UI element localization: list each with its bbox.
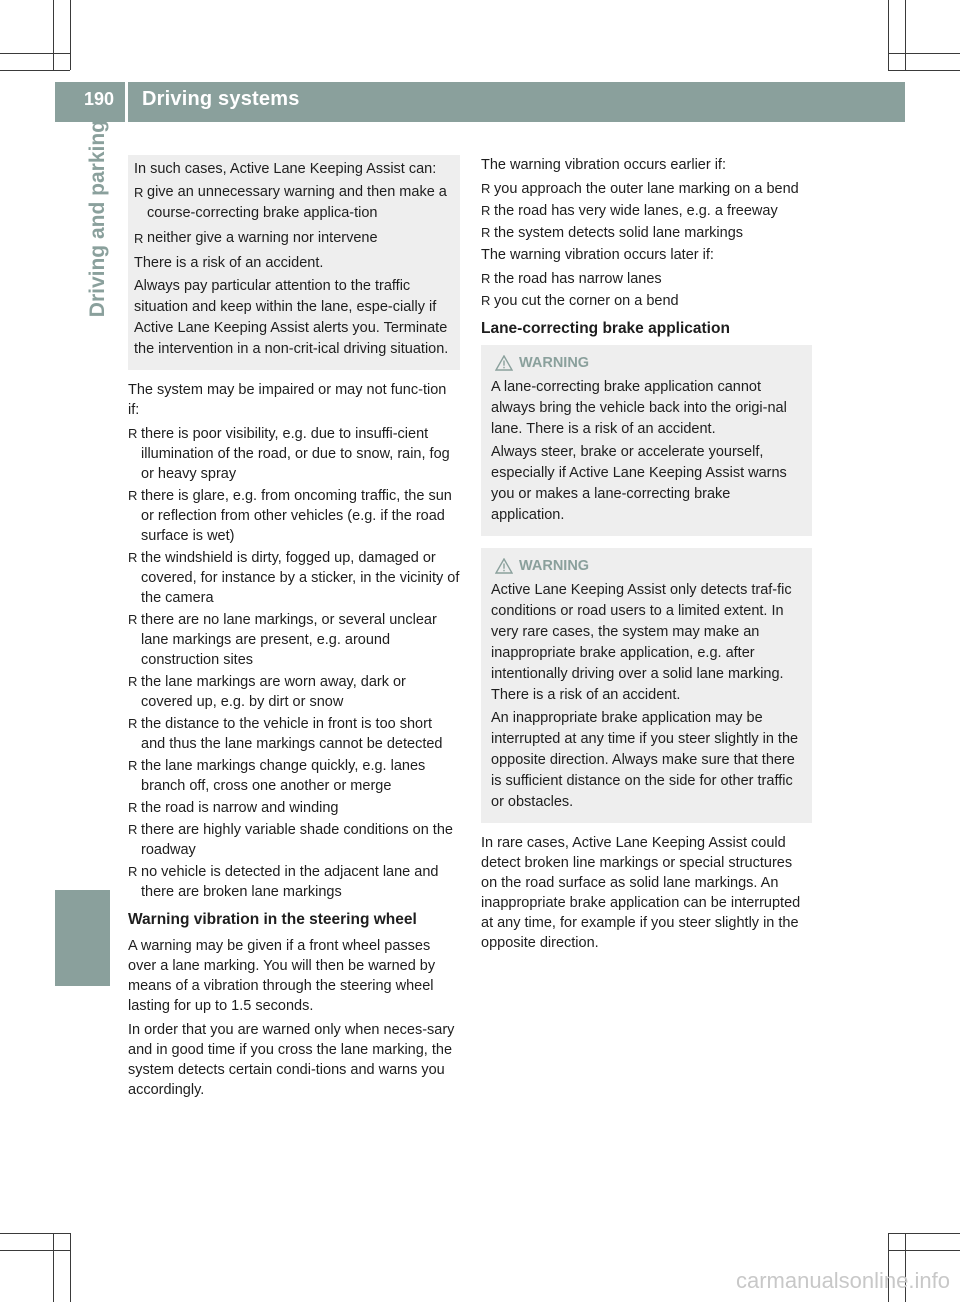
box-advice: Always pay particular attention to the traffic situation and keep within the lane, espe-cially if Active Lane Keeping Assist alerts you. Terminate the intervention in a non-crit-ical driving situation. (134, 278, 449, 357)
bullet-icon: R (134, 185, 144, 200)
section-tab-label: Driving and parking (86, 120, 109, 318)
bullet-icon: R (128, 426, 138, 441)
list-item: R the system detects solid lane markings (481, 225, 744, 241)
bullet-icon: R (481, 225, 491, 240)
right-column (481, 155, 812, 957)
body-paragraph: In order that you are warned only when neces-sary and in good time if you cross the lane marking, the system detects certain condi-tions and warns you accordingly. (128, 1022, 455, 1098)
left-column (128, 155, 460, 1104)
section-marker (55, 890, 110, 986)
list-item: R no vehicle is detected in the adjacent lane and there are broken lane markings (128, 864, 439, 900)
page-title: Driving systems (142, 88, 300, 110)
warning-text: Active Lane Keeping Assist only detects traf-fic conditions or road users to a limited extent. In very rare cases, the system may make an inappropriate brake application, e.g. after intentionally driving over a solid lane marking. There is a risk of an accident. (491, 582, 792, 703)
warning-label: WARNING (519, 558, 590, 574)
bullet-icon: R (128, 674, 138, 689)
crop-mark (70, 0, 71, 70)
warning-box (481, 548, 812, 823)
box-risk: There is a risk of an accident. (134, 255, 324, 271)
impaired-list (128, 424, 460, 902)
bullet-icon: R (128, 800, 138, 815)
bullet-icon: R (134, 231, 144, 246)
list-item: R there is poor visibility, e.g. due to insuffi-cient illumination of the road, or due to snow, rain, fog or heavy spray (128, 426, 450, 482)
warning-text: Always steer, brake or accelerate yourself, especially if Active Lane Keeping Assist warns you or makes a lane-correcting brake application. (491, 444, 787, 523)
closing-paragraph: In rare cases, Active Lane Keeping Assist could detect broken line markings or special structures on the road surface as solid lane markings. An inappropriate brake application can be interrupted at any time, for example if you steer slightly in the opposite direction. (481, 835, 801, 951)
list-item: R give an unnecessary warning and then make a course-correcting brake applica-tion (134, 184, 447, 221)
crop-mark (888, 1250, 960, 1251)
warning-triangle-icon (495, 558, 513, 574)
crop-mark (70, 1233, 71, 1302)
list-item: R you cut the corner on a bend (481, 293, 679, 309)
crop-mark (888, 53, 960, 54)
earlier-list (481, 179, 812, 243)
list-item: R there are highly variable shade conditions on the roadway (128, 822, 453, 858)
bullet-icon: R (481, 181, 491, 196)
list-item: R the road is narrow and winding (128, 800, 339, 816)
list-item: R the distance to the vehicle in front is too short and thus the lane markings cannot be detected (128, 716, 443, 752)
list-item: R you approach the outer lane marking on a bend (481, 181, 799, 197)
page-number: 190 (84, 89, 115, 109)
watermark: carmanualsonline.info (735, 1268, 950, 1293)
crop-mark (53, 1233, 54, 1302)
list-item: R the lane markings are worn away, dark or covered up, e.g. by dirt or snow (128, 674, 406, 710)
bullet-icon: R (128, 612, 138, 627)
crop-mark (0, 70, 70, 71)
crop-mark (53, 0, 54, 70)
warning-header (495, 556, 802, 576)
list-item: R the road has narrow lanes (481, 271, 662, 287)
impaired-intro: The system may be impaired or may not func-tion if: (128, 382, 447, 418)
list-item: R there are no lane markings, or several unclear lane markings are present, e.g. around construction sites (128, 612, 437, 668)
list-item: R the lane markings change quickly, e.g. lanes branch off, cross one another or merge (128, 758, 426, 794)
bullet-icon: R (481, 271, 491, 286)
list-item: R neither give a warning nor intervene (134, 228, 450, 249)
section-heading: Warning vibration in the steering wheel (128, 911, 417, 928)
bullet-icon: R (128, 488, 138, 503)
later-list (481, 269, 812, 311)
crop-mark (0, 53, 70, 54)
list-item: R there is glare, e.g. from oncoming traffic, the sun or reflection from other vehicles (e.g. if the road surface is wet) (128, 488, 452, 544)
box-list (134, 182, 450, 249)
list-item: R the windshield is dirty, fogged up, damaged or covered, for instance by a sticker, in the vicinity of the camera (128, 550, 460, 606)
warning-box (481, 345, 812, 536)
earlier-intro: The warning vibration occurs earlier if: (481, 157, 726, 173)
header-divider (125, 82, 128, 122)
crop-mark (0, 1233, 70, 1234)
warning-text: An inappropriate brake application may be interrupted at any time if you steer slightly in the opposite direction. Always make sure that there is sufficient distance on the side for other traffic or obstacles. (491, 710, 799, 810)
warning-text: A lane-correcting brake application cannot always bring the vehicle back into the origi-nal lane. There is a risk of an accident. (491, 379, 787, 437)
bullet-icon: R (128, 822, 138, 837)
bullet-icon: R (128, 864, 138, 879)
section-heading: Lane-correcting brake application (481, 320, 730, 337)
crop-mark (0, 1250, 70, 1251)
crop-mark (888, 70, 960, 71)
bullet-icon: R (128, 758, 138, 773)
list-item: R the road has very wide lanes, e.g. a freeway (481, 203, 778, 219)
box-intro: In such cases, Active Lane Keeping Assist can: (134, 161, 437, 177)
crop-mark (888, 0, 889, 70)
bullet-icon: R (128, 550, 138, 565)
bullet-icon: R (128, 716, 138, 731)
risk-note-box (128, 155, 460, 370)
warning-label: WARNING (519, 355, 590, 371)
later-intro: The warning vibration occurs later if: (481, 247, 714, 263)
bullet-icon: R (481, 203, 491, 218)
crop-mark (888, 1233, 960, 1234)
bullet-icon: R (481, 293, 491, 308)
crop-mark (905, 0, 906, 70)
warning-header (495, 353, 802, 373)
warning-triangle-icon (495, 355, 513, 371)
body-paragraph: A warning may be given if a front wheel passes over a lane marking. You will then be warned by means of a vibration through the steering wheel lasting for up to 1.5 seconds. (128, 938, 436, 1014)
